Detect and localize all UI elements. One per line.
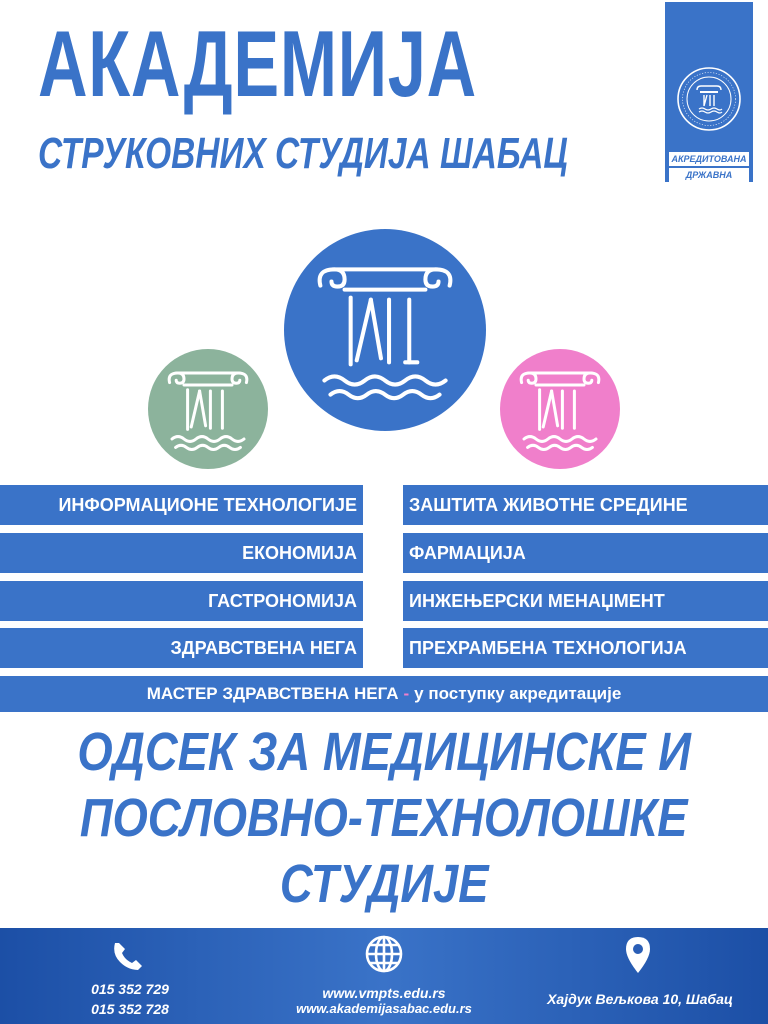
page-subtitle: СТРУКОВНИХ СТУДИЈА ШАБАЦ [38,129,568,178]
master-program-note: у поступку акредитације [414,684,622,703]
phone-icon [112,938,144,974]
column-waves-logo-icon [284,229,486,431]
logo-blue [284,229,486,431]
footer-web [268,928,500,1024]
phone-number-1[interactable]: 015 352 729 [91,981,169,997]
address-text: Хајдук Вељкова 10, Шабац [547,991,733,1007]
logo-green [148,349,268,469]
program-information-technologies: ИНФОРМАЦИОНЕ ТЕХНОЛОГИЈЕ [0,485,363,525]
location-pin-icon [624,934,652,976]
accreditation-badge [665,2,753,182]
master-program-name: МАСТЕР ЗДРАВСТВЕНА НЕГА [146,684,399,703]
department-title-line-2: ПОСЛОВНО-ТЕХНОЛОШКЕ [80,788,688,848]
website-link-2[interactable]: www.akademijasabac.edu.rs [296,1001,472,1016]
program-engineering-management: ИНЖЕЊЕРСКИ МЕНАЏМЕНТ [403,581,768,621]
master-separator: - [403,684,410,703]
logo-pink [500,349,620,469]
page-title: АКАДЕМИЈА [38,11,477,116]
program-environmental-protection: ЗАШТИТА ЖИВОТНЕ СРЕДИНЕ [403,485,768,525]
globe-icon [364,934,404,974]
program-gastronomy: ГАСТРОНОМИЈА [0,581,363,621]
phone-number-2[interactable]: 015 352 728 [91,1001,169,1017]
program-food-technology: ПРЕХРАМБЕНА ТЕХНОЛОГИЈА [403,628,768,668]
badge-label-accredited: АКРЕДИТОВАНА [669,152,749,166]
website-link-1[interactable]: www.vmpts.edu.rs [322,985,446,1001]
badge-label-state: ДРЖАВНА [669,168,749,182]
academy-seal-icon [676,66,742,132]
program-health-care: ЗДРАВСТВЕНА НЕГА [0,628,363,668]
department-title-line-1: ОДСЕК ЗА МЕДИЦИНСКЕ И [77,722,691,782]
program-master-health-care [0,676,768,712]
program-economics: ЕКОНОМИЈА [0,533,363,573]
footer-address [540,928,740,1024]
program-pharmacy: ФАРМАЦИЈА [403,533,768,573]
column-waves-logo-icon [148,349,268,469]
department-title-line-3: СТУДИЈЕ [279,854,489,914]
footer-contact-bar [0,928,768,1024]
footer-phone [60,928,200,1024]
column-waves-logo-icon [500,349,620,469]
